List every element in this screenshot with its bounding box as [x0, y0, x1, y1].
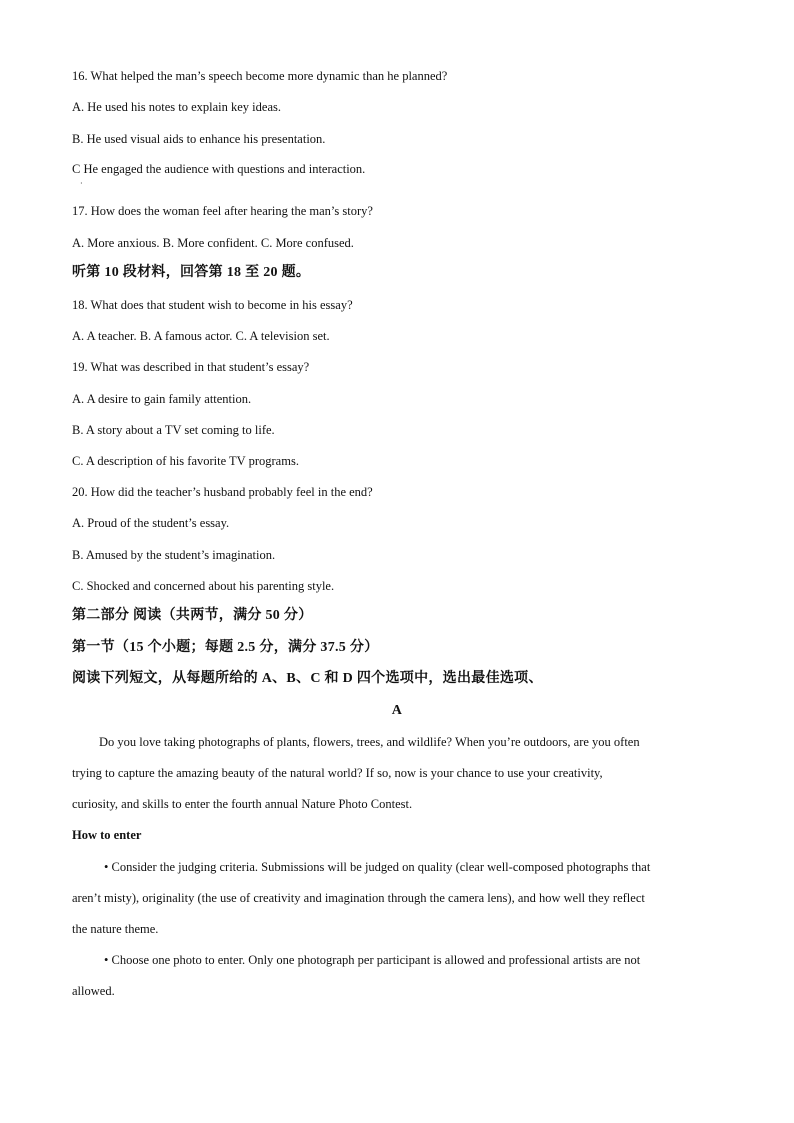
question-19-option-b: B. A story about a TV set coming to life. [72, 423, 275, 437]
reading-instruction: 阅读下列短文，从每题所给的 A、B、C 和 D 四个选项中，选出最佳选项、 [72, 671, 543, 686]
question-16-stem: 16. What helped the man’s speech become more dynamic than he planned? [72, 69, 448, 83]
section-10-heading: 听第 10 段材料，回答第 18 至 20 题。 [72, 265, 311, 280]
passage-letter: A [391, 703, 403, 718]
question-19-option-c: C. A description of his favorite TV programs. [72, 454, 299, 468]
bullet-1-line: aren’t misty), originality (the use of creativity and imagination through the camera lens), and how well they reflect [72, 891, 645, 905]
question-20-stem: 20. How did the teacher’s husband probably feel in the end? [72, 485, 373, 499]
bullet-2-line: • Choose one photo to enter. Only one photograph per participant is allowed and professional artists are not [104, 953, 641, 967]
question-16-option-c: C He engaged the audience with questions and interaction. [72, 162, 366, 176]
bullet-1-line: • Consider the judging criteria. Submissions will be judged on quality (clear well-composed photographs that [104, 860, 651, 874]
question-20-option-b: B. Amused by the student’s imagination. [72, 548, 276, 562]
question-19-stem: 19. What was described in that student’s essay? [72, 360, 310, 374]
bullet-1-line: the nature theme. [72, 922, 159, 936]
question-19-option-a: A. A desire to gain family attention. [72, 392, 252, 406]
bullet-2-line: allowed. [72, 984, 115, 998]
question-16-option-a: A. He used his notes to explain key ideas. [72, 100, 281, 114]
question-17-stem: 17. How does the woman feel after hearing the man’s story? [72, 204, 373, 218]
stray-dot-mark: · [80, 179, 83, 188]
question-16-option-b: B. He used visual aids to enhance his presentation. [72, 132, 326, 146]
how-to-enter-heading: How to enter [72, 828, 142, 842]
passage-paragraph-line: trying to capture the amazing beauty of the natural world? If so, now is your chance to use your creativity, [72, 766, 603, 780]
question-18-options: A. A teacher. B. A famous actor. C. A television set. [72, 329, 330, 343]
question-20-option-c: C. Shocked and concerned about his parenting style. [72, 579, 335, 593]
passage-paragraph-line: Do you love taking photographs of plants, flowers, trees, and wildlife? When you’re outdoors, are you often [99, 735, 640, 749]
question-20-option-a: A. Proud of the student’s essay. [72, 516, 230, 530]
question-17-options: A. More anxious. B. More confident. C. More confused. [72, 236, 354, 250]
question-18-stem: 18. What does that student wish to become in his essay? [72, 298, 353, 312]
passage-paragraph-line: curiosity, and skills to enter the fourth annual Nature Photo Contest. [72, 797, 413, 811]
part-2-heading: 第二部分 阅读（共两节，满分 50 分） [72, 608, 313, 623]
section-1-heading: 第一节（15 个小题；每题 2.5 分，满分 37.5 分） [72, 640, 379, 655]
